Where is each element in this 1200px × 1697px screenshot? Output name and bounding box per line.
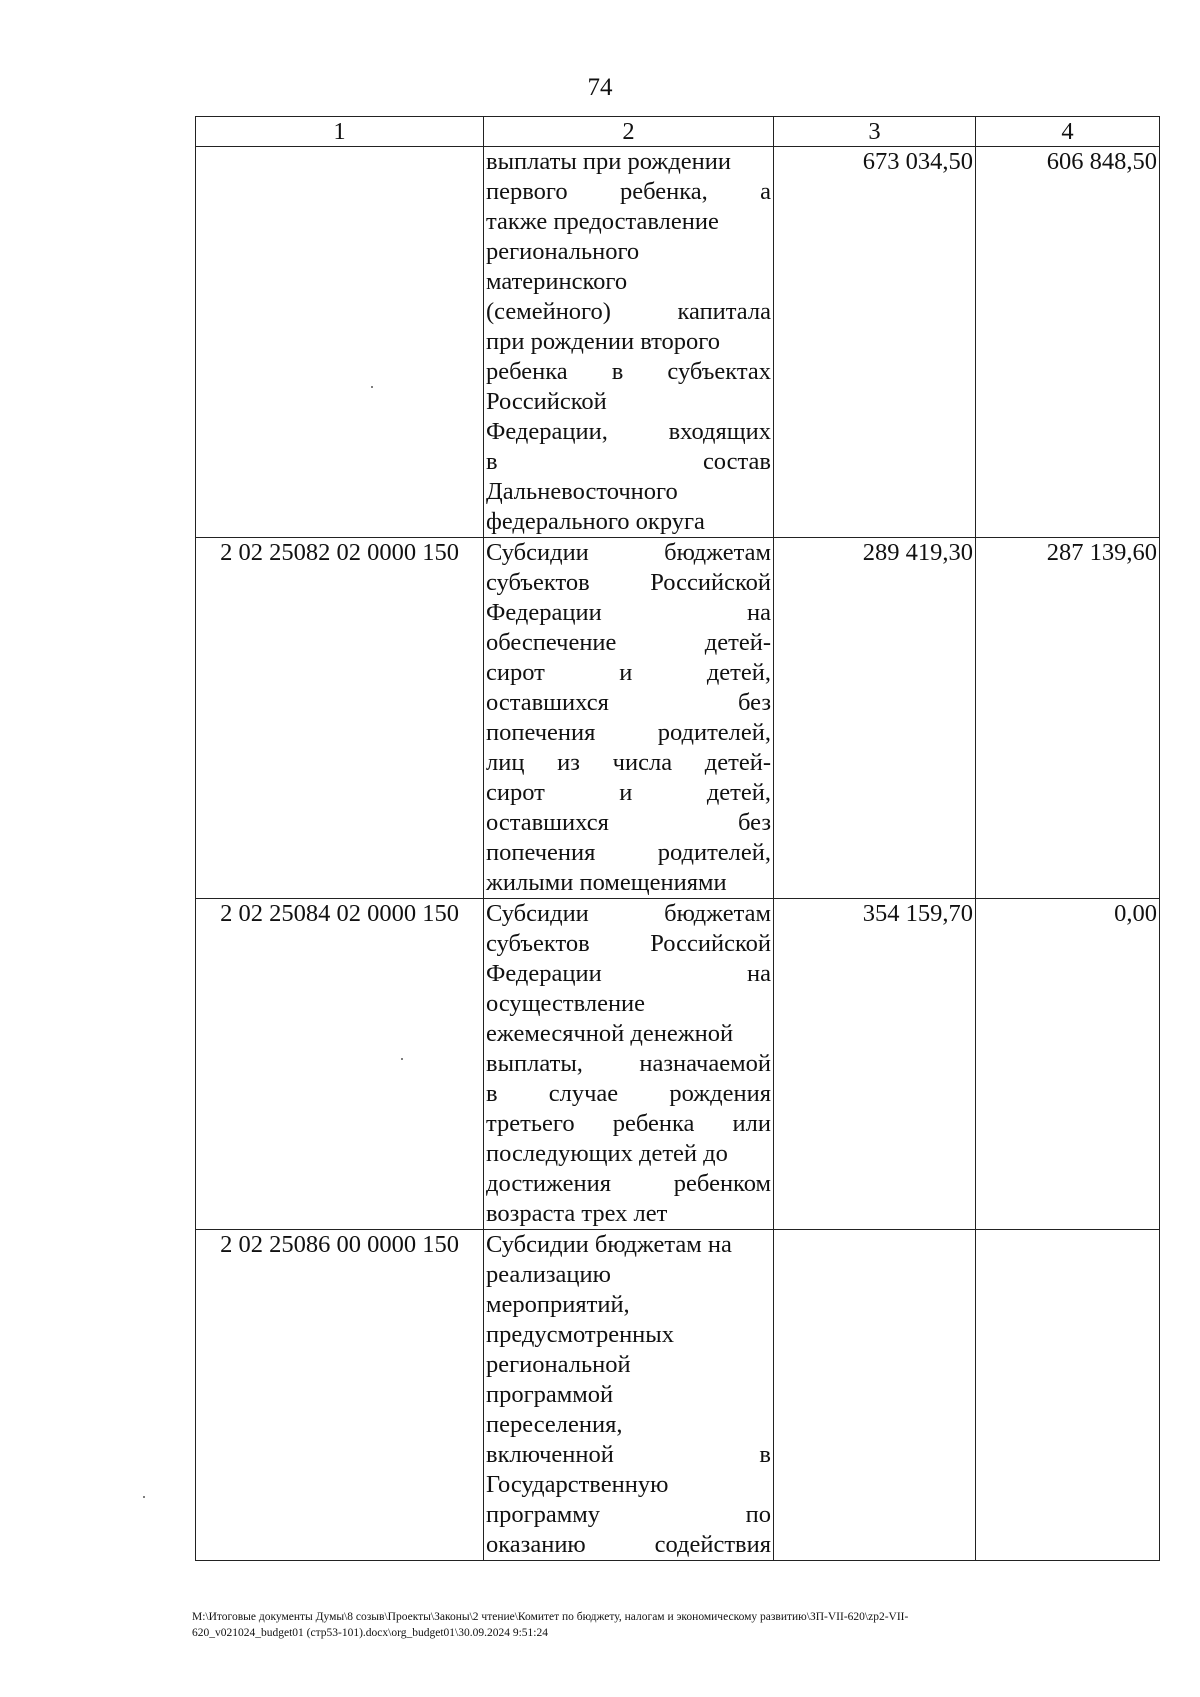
description-cell <box>484 147 774 538</box>
description-word: (семейного) <box>486 298 611 325</box>
column-header-4: 4 <box>976 117 1160 147</box>
description-word: субъектов <box>486 569 590 596</box>
description-word: Субсидии бюджетам на <box>486 1231 732 1258</box>
description-line <box>486 1410 771 1440</box>
description-line <box>486 658 771 688</box>
description-word: осуществление <box>486 990 646 1017</box>
description-word: при рождении второго <box>486 328 720 355</box>
description-word: третьего <box>486 1110 575 1137</box>
file-path-footer <box>192 1609 1152 1641</box>
description-word: детей- <box>704 629 771 656</box>
description-line <box>486 718 771 748</box>
description-line <box>486 1079 771 1109</box>
description-line <box>486 267 771 297</box>
description-word: или <box>732 1110 771 1137</box>
description-word: реализацию <box>486 1261 611 1288</box>
description-word: обеспечение <box>486 629 617 656</box>
amount-cell-col3 <box>774 1230 976 1561</box>
description-word: программой <box>486 1381 614 1408</box>
description-line <box>486 989 771 1019</box>
amount-cell-col3: 289 419,30 <box>774 538 976 899</box>
description-line <box>486 1500 771 1530</box>
description-word: Федерации, <box>486 418 608 445</box>
description-word: оказанию <box>486 1531 586 1558</box>
description-word: Дальневосточного <box>486 478 678 505</box>
description-line <box>486 1260 771 1290</box>
description-line <box>486 899 771 929</box>
description-line <box>486 959 771 989</box>
description-word: из <box>557 749 580 776</box>
description-word: капитала <box>677 298 771 325</box>
description-line <box>486 1139 771 1169</box>
scan-speck <box>401 1058 403 1060</box>
description-word: назначаемой <box>639 1050 771 1077</box>
column-header-2: 2 <box>484 117 774 147</box>
description-word: Федерации <box>486 599 602 626</box>
table-row <box>196 899 1160 1230</box>
description-line <box>486 147 771 177</box>
description-line <box>486 748 771 778</box>
description-line <box>486 929 771 959</box>
footer-line-2: 620_v021024_budget01 (стр53-101).docx\org_budget01\30.09.2024 9:51:24 <box>192 1627 548 1639</box>
description-word: переселения, <box>486 1411 623 1438</box>
description-line <box>486 477 771 507</box>
amount-cell-col4: 606 848,50 <box>976 147 1160 538</box>
budget-code-cell: 2 02 25082 02 0000 150 <box>196 538 484 899</box>
amount-cell-col4: 287 139,60 <box>976 538 1160 899</box>
amount-cell-col3: 673 034,50 <box>774 147 976 538</box>
description-cell <box>484 899 774 1230</box>
description-line <box>486 1320 771 1350</box>
description-line <box>486 237 771 267</box>
description-word: оставшихся <box>486 689 609 716</box>
description-line <box>486 808 771 838</box>
description-line <box>486 1290 771 1320</box>
description-word: детей- <box>704 749 771 776</box>
description-word: оставшихся <box>486 809 609 836</box>
description-line <box>486 1169 771 1199</box>
description-line <box>486 357 771 387</box>
description-word: субъектах <box>667 358 771 385</box>
description-line <box>486 1350 771 1380</box>
description-word: в <box>486 448 498 475</box>
budget-code-cell: 2 02 25086 00 0000 150 <box>196 1230 484 1561</box>
description-word: выплаты, <box>486 1050 583 1077</box>
description-word: сирот <box>486 659 545 686</box>
description-line <box>486 838 771 868</box>
description-word: достижения <box>486 1170 611 1197</box>
description-word: также предоставление <box>486 208 719 235</box>
description-cell <box>484 1230 774 1561</box>
footer-line-1: M:\Итоговые документы Думы\8 созыв\Проекты\Законы\2 чтение\Комитет по бюджету, налогам и экономическому развитию\ЗП-VII-620\zp2-VII- <box>192 1611 909 1623</box>
description-word: последующих детей до <box>486 1140 728 1167</box>
description-word: числа <box>612 749 673 776</box>
description-word: на <box>747 599 771 626</box>
description-line <box>486 1380 771 1410</box>
description-word: содействия <box>654 1531 771 1558</box>
description-line <box>486 868 771 898</box>
description-line <box>486 387 771 417</box>
description-line <box>486 568 771 598</box>
description-word: Субсидии <box>486 539 589 566</box>
description-word: региональной <box>486 1351 631 1378</box>
description-word: ребенка <box>486 358 568 385</box>
description-word: мероприятий, <box>486 1291 630 1318</box>
description-word: в <box>486 1080 498 1107</box>
description-word: в <box>611 358 624 385</box>
description-word: ребенка <box>612 1110 695 1137</box>
description-line <box>486 1199 771 1229</box>
description-word: Российской <box>486 388 607 415</box>
description-word: по <box>745 1501 771 1528</box>
description-line <box>486 628 771 658</box>
description-line <box>486 1230 771 1260</box>
description-line <box>486 507 771 537</box>
description-line <box>486 1440 771 1470</box>
table-row <box>196 1230 1160 1561</box>
description-word: Федерации <box>486 960 602 987</box>
description-word: попечения <box>486 839 596 866</box>
column-header-3: 3 <box>774 117 976 147</box>
description-word: на <box>747 960 771 987</box>
description-line <box>486 327 771 357</box>
description-word: ежемесячной денежной <box>486 1020 734 1047</box>
amount-cell-col4: 0,00 <box>976 899 1160 1230</box>
description-line <box>486 538 771 568</box>
description-word: Субсидии <box>486 900 589 927</box>
budget-code-cell <box>196 147 484 538</box>
table-body <box>196 147 1160 1561</box>
description-word: в <box>759 1441 771 1468</box>
description-line <box>486 688 771 718</box>
scan-speck <box>371 386 373 388</box>
description-word: бюджетам <box>664 900 771 927</box>
description-word: входящих <box>668 418 771 445</box>
description-word: предусмотренных <box>486 1321 674 1348</box>
description-line <box>486 1470 771 1500</box>
description-line <box>486 417 771 447</box>
page-number: 74 <box>587 74 613 101</box>
table-row <box>196 147 1160 538</box>
description-word: ребенка, <box>619 178 708 205</box>
description-word: лиц <box>486 749 525 776</box>
description-word: и <box>619 659 633 686</box>
description-word: первого <box>486 178 568 205</box>
description-word: Российской <box>650 930 771 957</box>
description-word: рождения <box>669 1080 771 1107</box>
description-line <box>486 778 771 808</box>
scan-speck <box>143 1496 145 1498</box>
description-word: выплаты при рождении <box>486 148 731 175</box>
table-row <box>196 538 1160 899</box>
description-word: субъектов <box>486 930 590 957</box>
description-word: случае <box>548 1080 619 1107</box>
description-line <box>486 598 771 628</box>
description-word: а <box>760 178 771 205</box>
description-word: Российской <box>650 569 771 596</box>
amount-cell-col4 <box>976 1230 1160 1561</box>
description-line <box>486 207 771 237</box>
description-word: регионального <box>486 238 640 265</box>
budget-code-cell: 2 02 25084 02 0000 150 <box>196 899 484 1230</box>
table-header-row <box>196 117 1160 147</box>
description-word: бюджетам <box>664 539 771 566</box>
description-word: материнского <box>486 268 628 295</box>
description-word: без <box>738 689 771 716</box>
amount-cell-col3: 354 159,70 <box>774 899 976 1230</box>
description-word: детей, <box>706 659 771 686</box>
description-word: без <box>738 809 771 836</box>
description-word: включенной <box>486 1441 614 1468</box>
column-header-1: 1 <box>196 117 484 147</box>
description-word: детей, <box>706 779 771 806</box>
description-line <box>486 1109 771 1139</box>
description-word: жилыми помещениями <box>486 869 727 896</box>
description-word: родителей, <box>657 719 771 746</box>
description-cell <box>484 538 774 899</box>
description-word: федерального округа <box>486 508 705 535</box>
description-word: состав <box>702 448 771 475</box>
description-word: возраста трех лет <box>486 1200 668 1227</box>
description-line <box>486 1049 771 1079</box>
description-line <box>486 1530 771 1560</box>
description-word: попечения <box>486 719 596 746</box>
description-word: и <box>619 779 633 806</box>
description-line <box>486 447 771 477</box>
description-word: Государственную <box>486 1471 669 1498</box>
description-word: программу <box>486 1501 601 1528</box>
description-word: ребенком <box>673 1170 771 1197</box>
description-line <box>486 177 771 207</box>
budget-table <box>195 116 1160 1561</box>
description-word: родителей, <box>657 839 771 866</box>
description-line <box>486 1019 771 1049</box>
description-word: сирот <box>486 779 545 806</box>
description-line <box>486 297 771 327</box>
